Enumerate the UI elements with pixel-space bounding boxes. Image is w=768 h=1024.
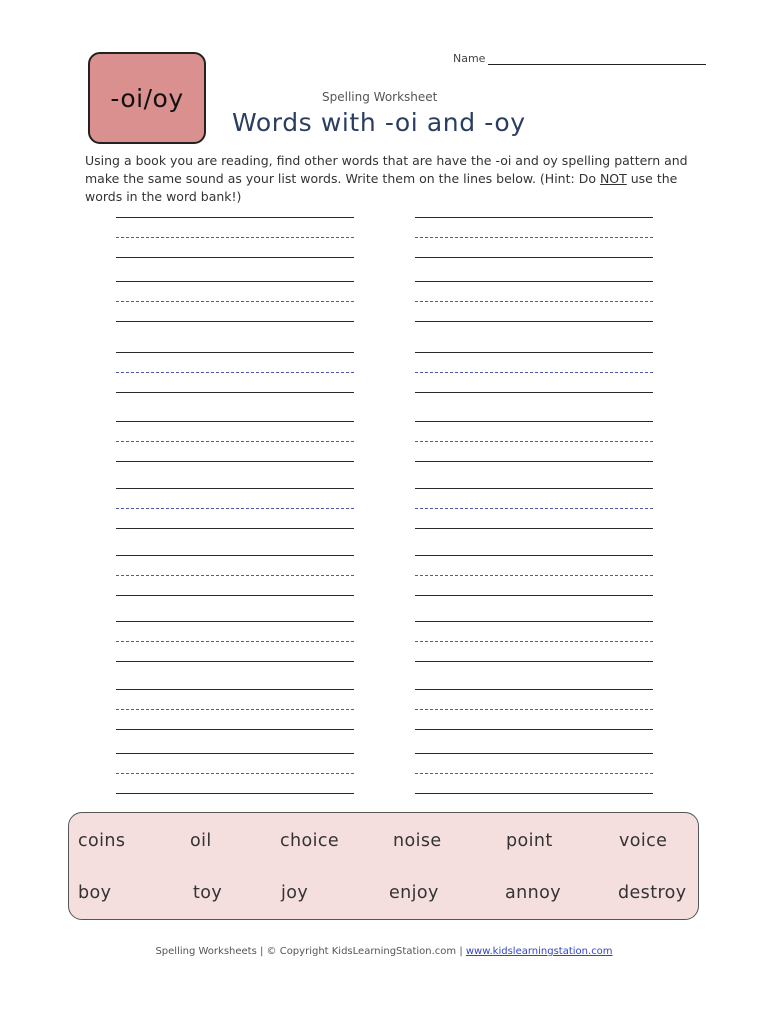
writing-mid-line[interactable] <box>116 641 354 642</box>
writing-top-line[interactable] <box>116 689 354 690</box>
word-bank-word: joy <box>281 883 309 903</box>
writing-base-line[interactable] <box>116 729 354 730</box>
writing-mid-line[interactable] <box>116 575 354 576</box>
writing-top-line[interactable] <box>116 352 354 353</box>
writing-top-line[interactable] <box>415 217 653 218</box>
word-bank-word: point <box>506 831 553 851</box>
writing-top-line[interactable] <box>116 281 354 282</box>
word-bank-word: voice <box>619 831 668 851</box>
writing-base-line[interactable] <box>116 793 354 794</box>
writing-base-line[interactable] <box>415 461 653 462</box>
writing-base-line[interactable] <box>116 461 354 462</box>
word-bank-word: oil <box>190 831 212 851</box>
writing-mid-line[interactable] <box>116 372 354 373</box>
word-bank-word: choice <box>280 831 340 851</box>
writing-top-line[interactable] <box>415 555 653 556</box>
word-bank-word: enjoy <box>389 883 439 903</box>
writing-top-line[interactable] <box>415 689 653 690</box>
writing-top-line[interactable] <box>415 281 653 282</box>
writing-top-line[interactable] <box>415 352 653 353</box>
writing-mid-line[interactable] <box>415 301 653 302</box>
word-bank <box>68 812 699 920</box>
writing-top-line[interactable] <box>116 421 354 422</box>
writing-base-line[interactable] <box>116 661 354 662</box>
footer-text: Spelling Worksheets | © Copyright KidsLearningStation.com | <box>155 946 466 957</box>
word-bank-word: destroy <box>618 883 687 903</box>
word-bank-word: coins <box>78 831 126 851</box>
name-label: Name <box>453 52 486 65</box>
writing-mid-line[interactable] <box>116 301 354 302</box>
writing-base-line[interactable] <box>415 321 653 322</box>
footer <box>0 946 768 957</box>
writing-top-line[interactable] <box>116 753 354 754</box>
instructions-text-before: Using a book you are reading, find other words that are have the -oi and oy spelling pattern and make the same sound as your list words. Write them on the lines below. (Hint: Do <box>85 153 688 186</box>
writing-top-line[interactable] <box>116 621 354 622</box>
writing-base-line[interactable] <box>116 257 354 258</box>
writing-base-line[interactable] <box>415 257 653 258</box>
writing-base-line[interactable] <box>415 528 653 529</box>
writing-base-line[interactable] <box>415 661 653 662</box>
writing-top-line[interactable] <box>415 621 653 622</box>
writing-mid-line[interactable] <box>415 237 653 238</box>
instructions-emphasis: NOT <box>599 171 627 186</box>
writing-top-line[interactable] <box>116 217 354 218</box>
worksheet-subtitle: Spelling Worksheet <box>322 90 438 104</box>
writing-base-line[interactable] <box>116 528 354 529</box>
writing-mid-line[interactable] <box>116 237 354 238</box>
writing-base-line[interactable] <box>116 321 354 322</box>
writing-base-line[interactable] <box>415 793 653 794</box>
writing-top-line[interactable] <box>415 753 653 754</box>
writing-mid-line[interactable] <box>116 773 354 774</box>
writing-top-line[interactable] <box>415 421 653 422</box>
writing-mid-line[interactable] <box>415 372 653 373</box>
writing-mid-line[interactable] <box>415 508 653 509</box>
writing-mid-line[interactable] <box>415 441 653 442</box>
word-bank-word: noise <box>393 831 442 851</box>
writing-top-line[interactable] <box>116 488 354 489</box>
badge-text: -oi/oy <box>110 83 184 113</box>
writing-base-line[interactable] <box>415 595 653 596</box>
writing-top-line[interactable] <box>116 555 354 556</box>
instructions-text-after: use the words in the word bank!) <box>85 171 678 204</box>
writing-mid-line[interactable] <box>415 773 653 774</box>
writing-mid-line[interactable] <box>415 709 653 710</box>
writing-base-line[interactable] <box>415 392 653 393</box>
worksheet-title: Words with -oi and -oy <box>232 108 526 137</box>
word-bank-word: annoy <box>505 883 561 903</box>
word-bank-word: toy <box>193 883 223 903</box>
writing-mid-line[interactable] <box>116 709 354 710</box>
footer-link[interactable]: www.kidslearningstation.com <box>465 946 613 957</box>
writing-mid-line[interactable] <box>415 575 653 576</box>
writing-base-line[interactable] <box>415 729 653 730</box>
writing-mid-line[interactable] <box>415 641 653 642</box>
writing-mid-line[interactable] <box>116 508 354 509</box>
word-bank-word: boy <box>78 883 112 903</box>
writing-base-line[interactable] <box>116 392 354 393</box>
writing-base-line[interactable] <box>116 595 354 596</box>
writing-mid-line[interactable] <box>116 441 354 442</box>
writing-top-line[interactable] <box>415 488 653 489</box>
